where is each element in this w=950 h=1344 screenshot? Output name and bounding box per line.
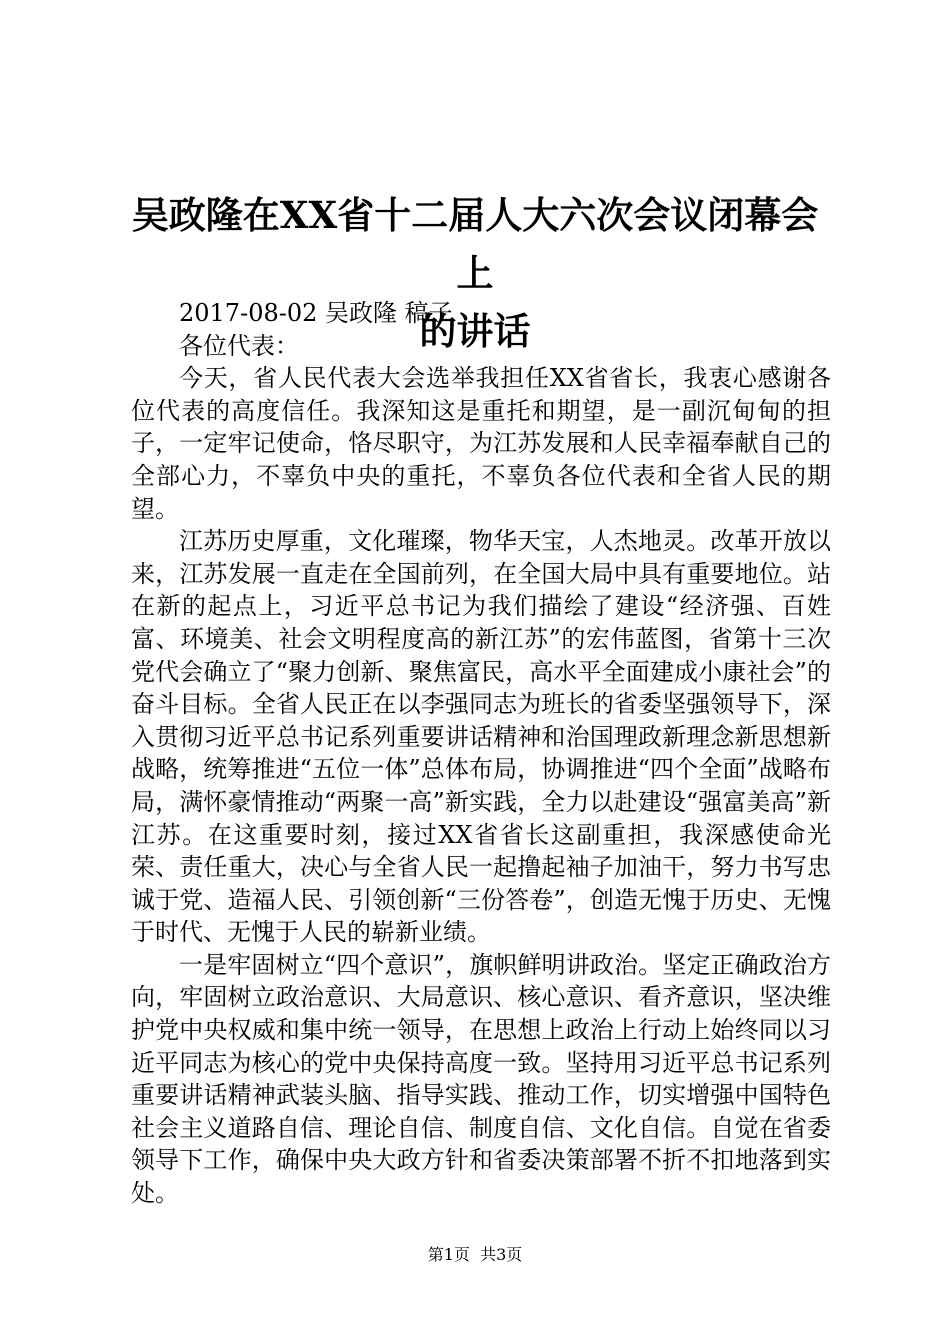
page-total: 共3页 bbox=[480, 1245, 523, 1264]
footer-spacer bbox=[470, 1245, 480, 1264]
paragraph-3: 一是牢固树立“四个意识”，旗帜鲜明讲政治。坚定正确政治方向，牢固树立政治意识、大局意识、核心意识、看齐意识，坚决维护党中央权威和集中统一领导，在思想上政治上行动上始终同以习近平同志为核心的党中央保持高度一致。坚持用习近平总书记系列重要讲话精神武装头脑、指导实践、推动工作，切实增强中国特色社会主义道路自信、理论自信、制度自信、文化自信。自觉在省委领导下工作，确保中央大政方针和省委决策部署不折不扣地落到实处。 bbox=[131, 950, 831, 1208]
document-body bbox=[131, 297, 831, 1210]
salutation: 各位代表： bbox=[179, 331, 299, 360]
title-line-2: 的讲话 bbox=[419, 309, 531, 353]
page-number: 第1页 bbox=[427, 1245, 470, 1264]
paragraph-1: 今天，省人民代表大会选举我担任XX省省长，我衷心感谢各位代表的高度信任。我深知这是重托和期望，是一副沉甸甸的担子，一定牢记使命，恪尽职守，为江苏发展和人民幸福奉献自己的全部心力，不辜负中央的重托，不辜负各位代表和全省人民的期望。 bbox=[131, 364, 831, 523]
title-line-1: 吴政隆在XX省十二届人大六次会议闭幕会上 bbox=[131, 193, 819, 295]
page-footer bbox=[0, 1243, 950, 1267]
paragraph-2: 江苏历史厚重，文化璀璨，物华天宝，人杰地灵。改革开放以来，江苏发展一直走在全国前列，在全国大局中具有重要地位。站在新的起点上，习近平总书记为我们描绘了建设“经济强、百姓富、环境美、社会文明程度高的新江苏”的宏伟蓝图，省第十三次党代会确立了“聚力创新、聚焦富民，高水平全面建成小康社会”的奋斗目标。全省人民正在以李强同志为班长的省委坚强领导下，深入贯彻习近平总书记系列重要讲话精神和治国理政新理念新思想新战略，统筹推进“五位一体”总体布局，协调推进“四个全面”战略布局，满怀豪情推动“两聚一高”新实践，全力以赴建设“强富美高”新江苏。在这重要时刻，接过XX省省长这副重担，我深感使命光荣、责任重大，决心与全省人民一起撸起袖子加油干，努力书写忠诚于党、造福人民、引领创新“三份答卷”，创造无愧于历史、无愧于时代、无愧于人民的崭新业绩。 bbox=[131, 527, 831, 947]
document-meta: 2017-08-02 吴政隆 稿子 bbox=[179, 299, 453, 327]
